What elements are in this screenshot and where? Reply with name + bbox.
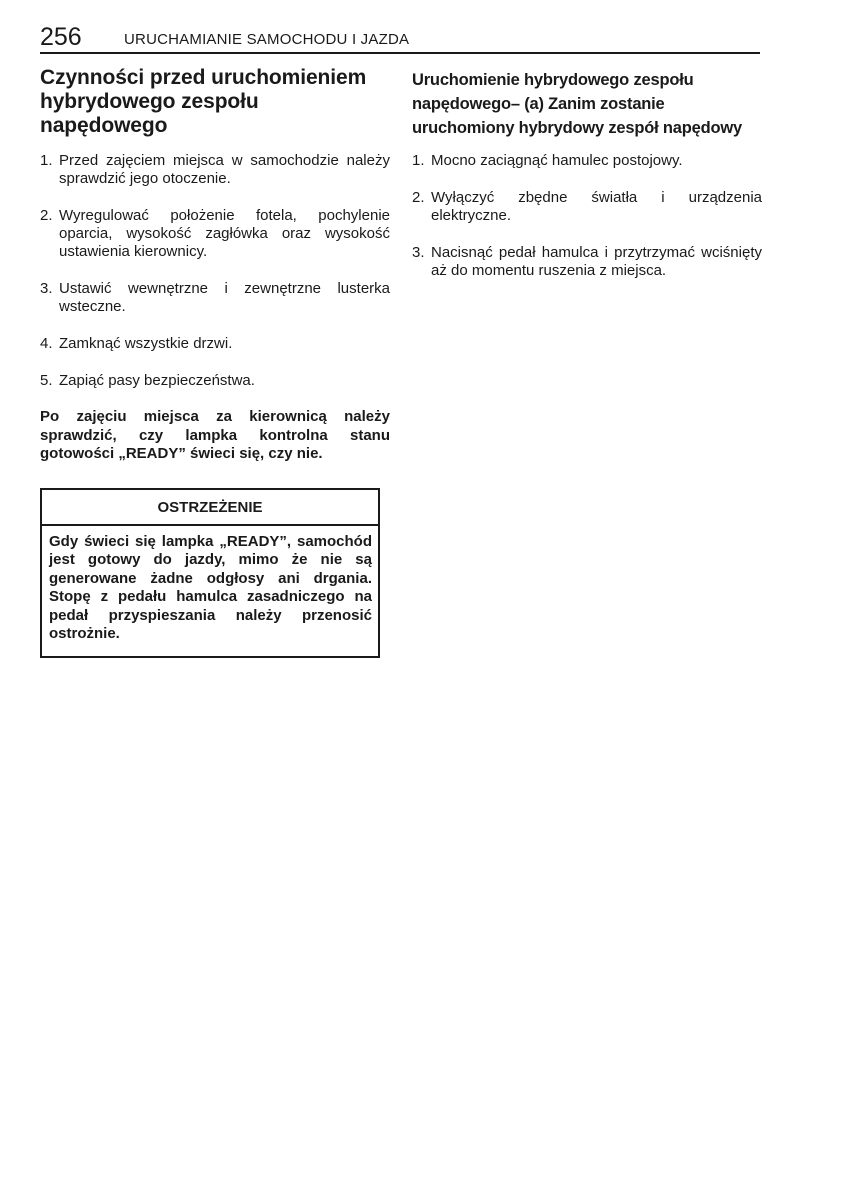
- item-number: 1.: [412, 152, 425, 169]
- item-text: Zapiąć pasy bezpieczeństwa.: [59, 372, 255, 389]
- item-text: Ustawić wewnętrzne i zewnętrzne lusterka wsteczne.: [59, 280, 390, 315]
- list-item: [412, 244, 762, 280]
- page-header: [40, 23, 760, 54]
- item-text: Wyregulować położenie fotela, pochylenie oparcia, wysokość zagłówka oraz wysokość ustawienia kierownicy.: [59, 207, 390, 260]
- item-number: 3.: [412, 244, 425, 261]
- ready-lamp-note: Po zajęciu miejsca za kierownicą należy sprawdzić, czy lampka kontrolna stanu gotowości „READY” świeci się, czy nie.: [40, 408, 390, 462]
- list-item: [412, 152, 762, 170]
- chapter-title: URUCHAMIANIE SAMOCHODU I JAZDA: [124, 31, 410, 48]
- list-item: [40, 280, 390, 316]
- item-number: 4.: [40, 335, 53, 352]
- warning-text: Gdy świeci się lampka „READY”, samochód jest gotowy do jazdy, mimo że nie są generowane żadne odgłosy ani drgania. Stopę z pedału hamulca zasadniczego na pedał przyspieszania należy przenosić ostrożnie.: [49, 532, 372, 642]
- list-item: [40, 207, 390, 261]
- item-number: 5.: [40, 372, 53, 389]
- item-text: Przed zajęciem miejsca w samochodzie należy sprawdzić jego otoczenie.: [59, 152, 390, 187]
- item-number: 3.: [40, 280, 53, 297]
- item-text: Nacisnąć pedał hamulca i przytrzymać wciśnięty aż do momentu ruszenia z miejsca.: [431, 244, 762, 279]
- section-heading: Czynności przed uruchomieniem hybrydowego zespołu napędowego: [40, 66, 367, 137]
- item-number: 2.: [412, 189, 425, 206]
- warning-title: OSTRZEŻENIE: [42, 490, 378, 526]
- start-steps-list: [412, 152, 762, 280]
- item-text: Zamknąć wszystkie drzwi.: [59, 335, 233, 352]
- item-number: 2.: [40, 207, 53, 224]
- preparation-steps-list: [40, 152, 390, 390]
- right-column: [412, 66, 762, 299]
- page-number: 256: [40, 23, 82, 51]
- list-item: [40, 335, 390, 353]
- item-number: 1.: [40, 152, 53, 169]
- list-item: [40, 372, 390, 390]
- list-item: [40, 152, 390, 188]
- warning-box: [40, 488, 380, 658]
- subsection-heading: Uruchomienie hybrydowego zespołu napędowego– (a) Zanim zostanie uruchomiony hybrydowy zespół napędowy: [412, 71, 742, 137]
- left-column: [40, 66, 390, 658]
- item-text: Mocno zaciągnąć hamulec postojowy.: [431, 152, 683, 169]
- list-item: [412, 189, 762, 225]
- item-text: Wyłączyć zbędne światła i urządzenia elektryczne.: [431, 189, 762, 224]
